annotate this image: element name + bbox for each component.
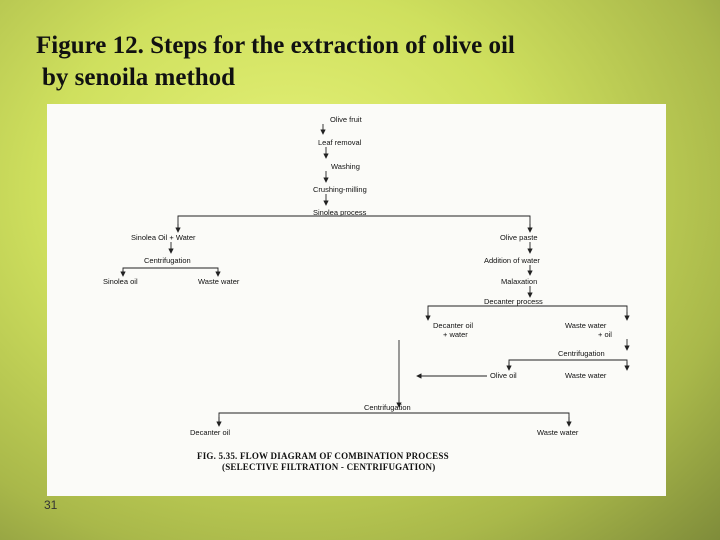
- branch-line: [178, 216, 530, 230]
- node-addition-of-water: Addition of water: [484, 256, 540, 265]
- node-olive-paste: Olive paste: [500, 233, 538, 242]
- node-decanter-oil-water: Decanter oil: [433, 321, 474, 330]
- slide-title: [36, 30, 696, 94]
- branch-line: [509, 360, 627, 368]
- node-sinolea-oil: Sinolea oil: [103, 277, 138, 286]
- node-waste-water-oil-2: + oil: [598, 330, 612, 339]
- node-crushing-milling: Crushing-milling: [313, 185, 367, 194]
- node-washing: Washing: [331, 162, 360, 171]
- slide-title-line2: by senoila method: [42, 64, 236, 91]
- node-malaxation: Malaxation: [501, 277, 538, 286]
- node-waste-water-oil: Waste water: [565, 321, 607, 330]
- node-waste-water-bottom: Waste water: [537, 428, 579, 437]
- node-centrifugation-right: Centrifugation: [558, 349, 605, 358]
- slide-number: 31: [44, 498, 58, 512]
- node-decanter-oil-water-2: + water: [443, 330, 468, 339]
- node-decanter-process: Decanter process: [484, 297, 543, 306]
- branch-line: [428, 306, 627, 318]
- slide-title-line1: Figure 12. Steps for the extraction of olive oil: [36, 32, 515, 59]
- branch-line: [219, 413, 569, 424]
- node-olive-oil: Olive oil: [490, 371, 517, 380]
- node-centrifugation-left: Centrifugation: [144, 256, 191, 265]
- node-decanter-oil: Decanter oil: [190, 428, 231, 437]
- node-olive-fruit: Olive fruit: [330, 115, 362, 124]
- flow-diagram-image: [47, 104, 666, 496]
- figure-caption-line2: (SELECTIVE FILTRATION - CENTRIFUGATION): [222, 462, 436, 472]
- figure-caption-line1: FIG. 5.35. FLOW DIAGRAM OF COMBINATION PROCESS: [197, 451, 449, 461]
- node-centrifugation-bottom: Centrifugation: [364, 403, 411, 412]
- node-leaf-removal: Leaf removal: [318, 138, 362, 147]
- branch-line: [123, 268, 218, 274]
- node-sinolea-process: Sinolea process: [313, 208, 367, 217]
- node-waste-water-left: Waste water: [198, 277, 240, 286]
- flow-diagram: [47, 104, 666, 496]
- node-sinolea-oil-water: Sinolea Oil + Water: [131, 233, 196, 242]
- node-waste-water-right: Waste water: [565, 371, 607, 380]
